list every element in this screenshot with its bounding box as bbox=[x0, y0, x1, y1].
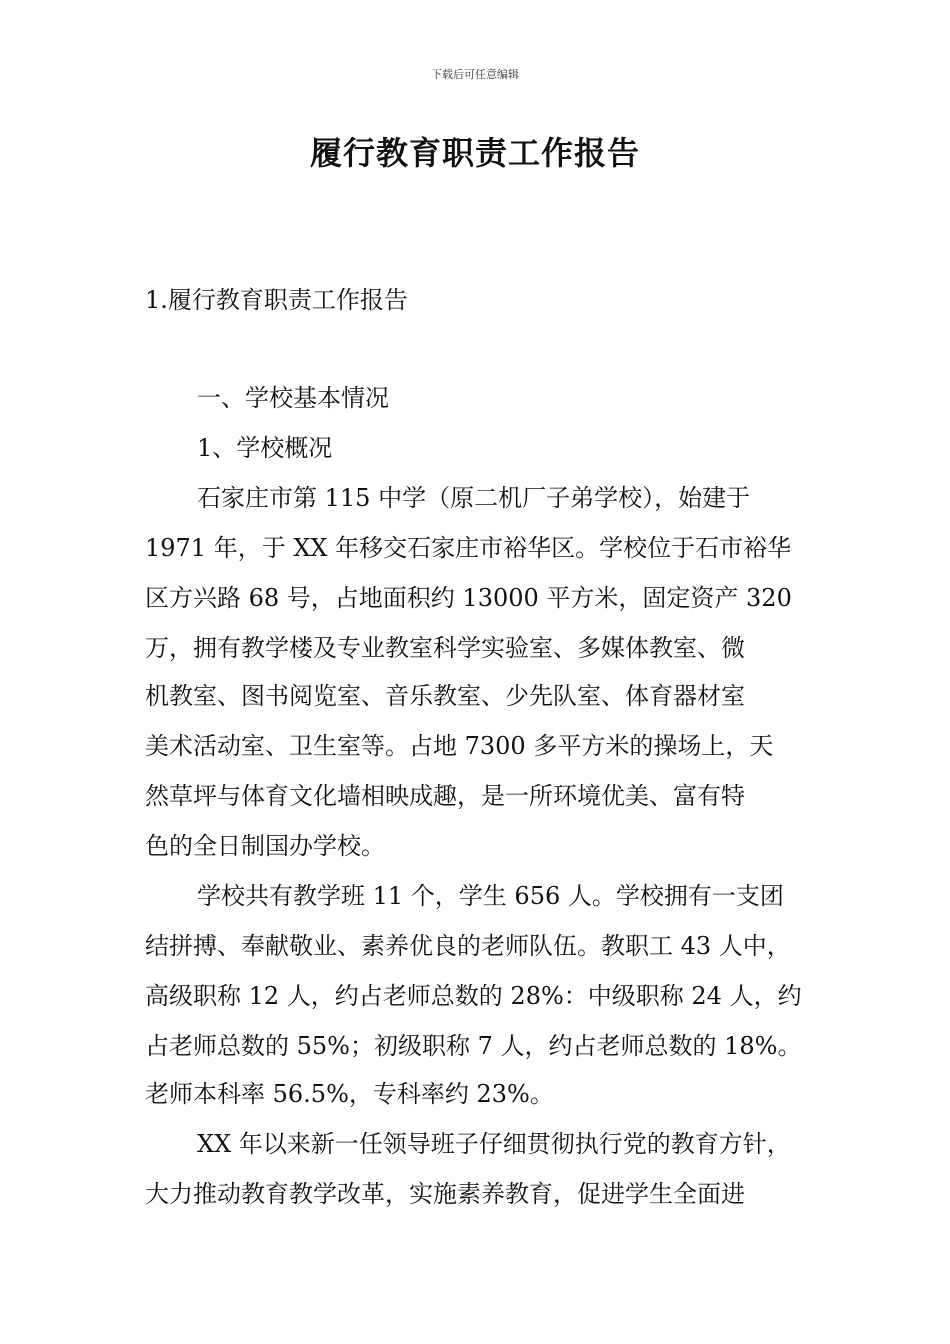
section-heading: 一、学校基本情况 bbox=[197, 384, 389, 412]
paragraph-line: 结拼搏、奉献敬业、素养优良的老师队伍。教职工 43 人中， bbox=[145, 932, 791, 960]
paragraph-line: 美术活动室、卫生室等。占地 7300 多平方米的操场上，天 bbox=[145, 732, 774, 760]
subsection-heading: 1、学校概况 bbox=[197, 434, 333, 462]
paragraph-line: 万，拥有教学楼及专业教室科学实验室、多媒体教室、微 bbox=[145, 634, 745, 662]
paragraph-line: 区方兴路 68 号，占地面积约 13000 平方米，固定资产 320 bbox=[145, 584, 792, 612]
paragraph-line: 老师本科率 56.5%，专科率约 23%。 bbox=[145, 1080, 554, 1108]
paragraph-line: 高级职称 12 人，约占老师总数的 28%：中级职称 24 人，约 bbox=[145, 982, 802, 1010]
paragraph-line: XX 年以来新一任领导班子仔细贯彻执行党的教育方针， bbox=[197, 1130, 791, 1158]
paragraph-line: 色的全日制国办学校。 bbox=[145, 832, 385, 860]
paragraph-line: 然草坪与体育文化墙相映成趣，是一所环境优美、富有特 bbox=[145, 782, 745, 810]
paragraph-line: 石家庄市第 115 中学（原二机厂子弟学校），始建于 bbox=[197, 484, 751, 512]
document-title: 履行教育职责工作报告 bbox=[309, 134, 640, 172]
paragraph-line: 学校共有教学班 11 个，学生 656 人。学校拥有一支团 bbox=[197, 882, 784, 910]
paragraph-line: 大力推动教育教学改革，实施素养教育，促进学生全面进 bbox=[145, 1180, 745, 1208]
paragraph-line: 1971 年，于 XX 年移交石家庄市裕华区。学校位于石市裕华 bbox=[145, 534, 792, 562]
paragraph-line: 占老师总数的 55%；初级职称 7 人，约占老师总数的 18%。 bbox=[145, 1032, 802, 1060]
paragraph-line: 机教室、图书阅览室、音乐教室、少先队室、体育器材室 bbox=[145, 682, 745, 710]
subtitle: 1.履行教育职责工作报告 bbox=[145, 286, 408, 314]
header-note: 下载后可任意编辑 bbox=[431, 68, 519, 81]
